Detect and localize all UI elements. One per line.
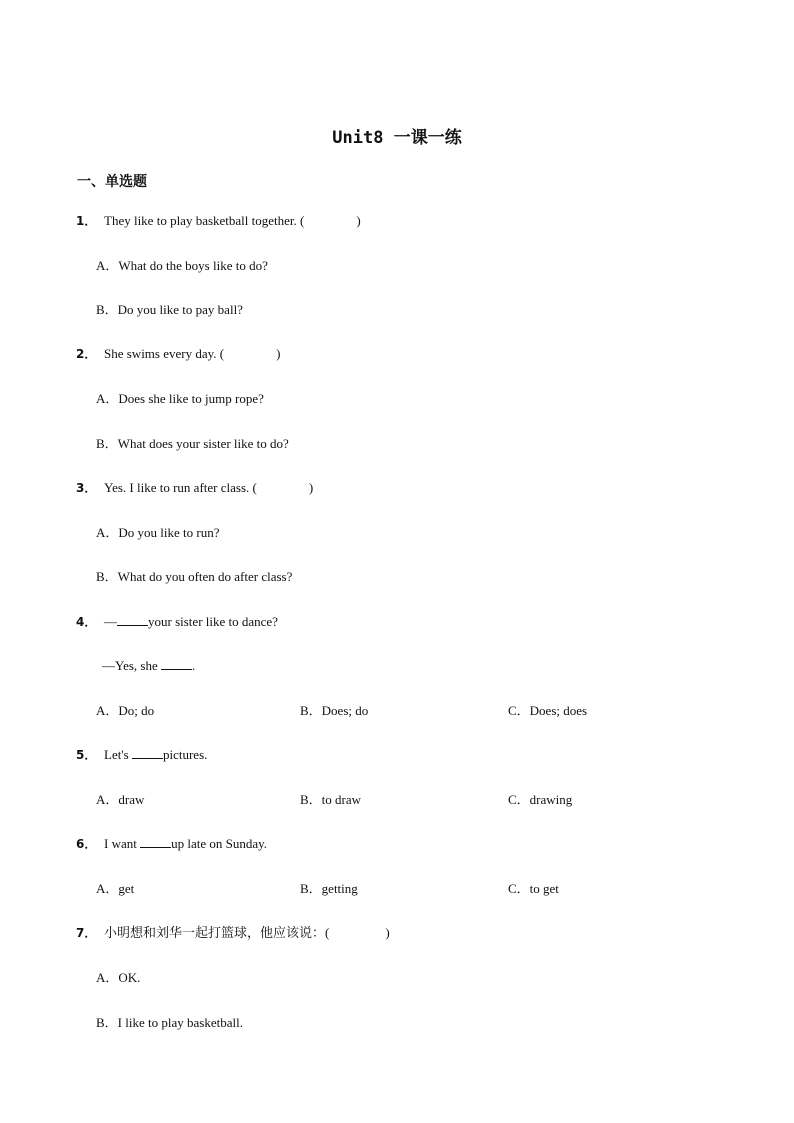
option-c[interactable]	[508, 880, 559, 898]
answer-paren-close: )	[276, 346, 281, 361]
question-text: 小明想和刘华一起打篮球，他应该说：	[104, 926, 326, 941]
fill-blank[interactable]	[140, 835, 171, 848]
title-suffix: 一课一练	[393, 128, 462, 148]
question-text: They like to play basketball together.	[104, 213, 297, 228]
option-letter: B．	[300, 792, 322, 807]
option-text: Do you like to pay ball?	[117, 302, 243, 317]
question-3	[76, 479, 313, 497]
option-c[interactable]	[508, 791, 572, 809]
answer-paren-open: (	[252, 480, 257, 495]
option-text: I like to play basketball.	[117, 1015, 243, 1030]
option-a[interactable]	[96, 702, 154, 720]
option-a[interactable]	[96, 791, 144, 809]
option-letter: C．	[508, 703, 530, 718]
fill-blank[interactable]	[161, 657, 192, 670]
answer-paren-open: (	[219, 346, 225, 361]
option-text: What do you often do after class?	[117, 569, 293, 584]
question-number: 6．	[76, 837, 97, 851]
question-6	[76, 835, 267, 853]
option-c[interactable]	[508, 702, 587, 720]
option-a[interactable]	[96, 969, 140, 987]
question-text-after: up late on Sunday.	[171, 836, 268, 851]
question-text-after: your sister like to dance?	[148, 614, 278, 629]
option-text: OK.	[118, 970, 141, 985]
question-number: 5．	[76, 748, 97, 762]
option-letter: A．	[96, 792, 119, 807]
option-b[interactable]	[300, 880, 358, 898]
option-text: What does your sister like to do?	[117, 436, 289, 451]
option-text: get	[118, 881, 135, 896]
option-text: to get	[529, 881, 559, 896]
question-4	[76, 613, 278, 631]
option-letter: B．	[96, 436, 118, 451]
option-text: getting	[321, 881, 358, 896]
question-text: She swims every day.	[104, 346, 217, 361]
option-letter: B．	[96, 569, 118, 584]
question-text-before: I want	[104, 836, 137, 851]
option-letter: B．	[96, 302, 118, 317]
option-letter: A．	[96, 970, 119, 985]
option-b[interactable]	[300, 702, 368, 720]
reply-text-before: —Yes, she	[102, 658, 158, 673]
question-number: 1．	[76, 214, 97, 228]
fill-blank[interactable]	[117, 613, 148, 626]
option-letter: C．	[508, 792, 530, 807]
answer-paren-open: (	[325, 925, 330, 940]
answer-paren-open: (	[300, 213, 305, 228]
option-text: Do you like to run?	[118, 525, 220, 540]
answer-paren-close: )	[308, 480, 314, 495]
option-a[interactable]	[96, 390, 264, 408]
option-text: draw	[118, 792, 145, 807]
question-number: 4．	[76, 615, 97, 629]
page-title	[0, 123, 794, 148]
fill-blank[interactable]	[132, 746, 163, 759]
section-heading: 一、单选题	[77, 174, 147, 190]
answer-paren-close: )	[356, 213, 361, 228]
question-text-after: pictures.	[162, 747, 208, 762]
option-letter: B．	[300, 703, 322, 718]
question-4-reply	[102, 657, 195, 675]
question-number: 3．	[76, 481, 97, 495]
question-number: 7．	[76, 926, 97, 940]
option-a[interactable]	[96, 880, 134, 898]
question-text-before: —	[104, 614, 117, 629]
option-text: Does she like to jump rope?	[118, 391, 264, 406]
option-letter: A．	[96, 881, 119, 896]
option-letter: C．	[508, 881, 530, 896]
reply-text-after: .	[192, 658, 196, 673]
option-letter: B．	[300, 881, 322, 896]
option-letter: A．	[96, 391, 119, 406]
question-text-before: Let's	[104, 747, 129, 762]
title-prefix: Unit8	[332, 128, 384, 148]
option-letter: A．	[96, 258, 119, 273]
option-letter: B．	[96, 1015, 118, 1030]
option-a[interactable]	[96, 524, 219, 542]
option-text: What do the boys like to do?	[118, 258, 268, 273]
option-letter: A．	[96, 525, 119, 540]
option-text: drawing	[529, 792, 573, 807]
question-5	[76, 746, 207, 764]
option-b[interactable]	[96, 568, 292, 586]
option-b[interactable]	[96, 1014, 243, 1032]
question-7	[76, 924, 390, 943]
option-text: Does; does	[529, 703, 588, 718]
option-b[interactable]	[96, 435, 289, 453]
option-text: to draw	[321, 792, 362, 807]
option-text: Do; do	[118, 703, 155, 718]
option-letter: A．	[96, 703, 119, 718]
option-b[interactable]	[300, 791, 361, 809]
option-text: Does; do	[321, 703, 369, 718]
option-a[interactable]	[96, 257, 268, 275]
question-1	[76, 212, 361, 230]
answer-paren-close: )	[385, 925, 390, 940]
question-2	[76, 345, 280, 363]
option-b[interactable]	[96, 301, 243, 319]
question-number: 2．	[76, 347, 97, 361]
question-text: Yes. I like to run after class.	[104, 480, 250, 495]
